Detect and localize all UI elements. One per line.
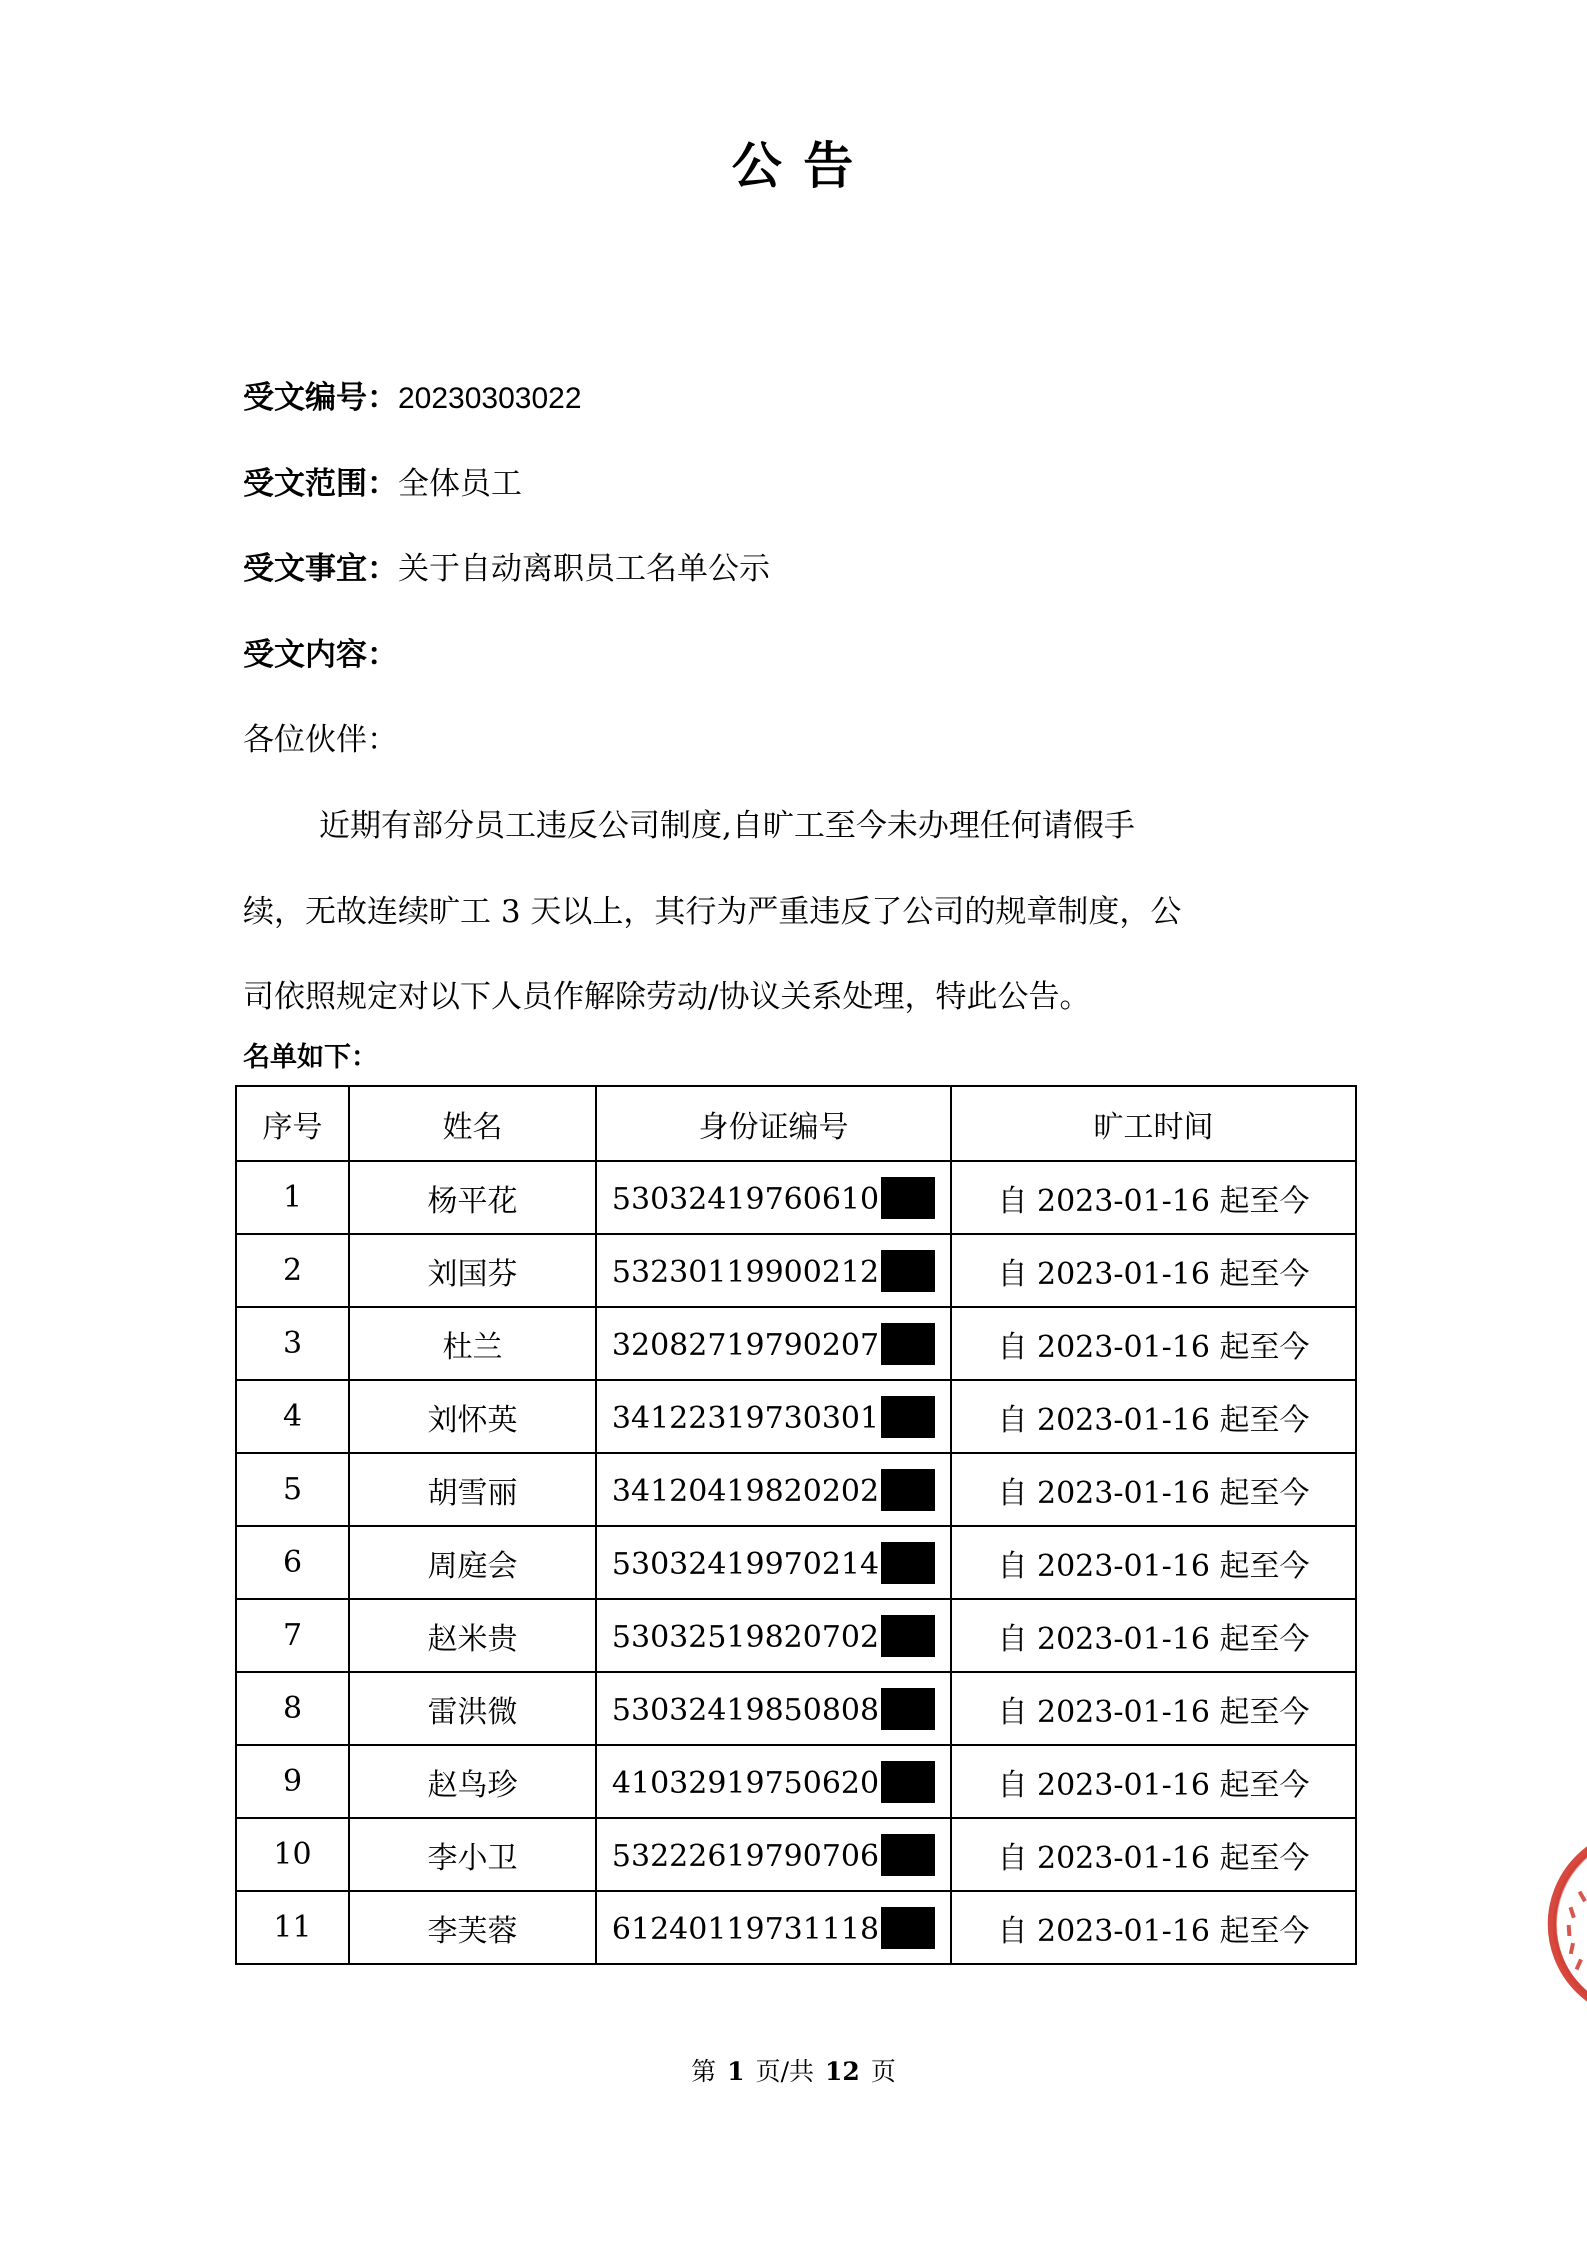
cell-absence-time: 自 2023-01-16 起至今 bbox=[951, 1599, 1356, 1672]
body-line-2: 续，无故连续旷工 3 天以上，其行为严重违反了公司的规章制度，公 bbox=[243, 894, 1182, 930]
meta-doc-number-label: 受文编号： bbox=[243, 380, 398, 416]
cell-id-number bbox=[596, 1234, 951, 1307]
cell-id-number bbox=[596, 1818, 951, 1891]
salutation: 各位伙伴： bbox=[243, 722, 398, 758]
meta-doc-number bbox=[243, 372, 582, 417]
table-row bbox=[236, 1234, 1356, 1307]
cell-index: 8 bbox=[236, 1672, 349, 1745]
cell-name: 赵鸟珍 bbox=[349, 1745, 596, 1818]
redaction-box bbox=[881, 1469, 935, 1511]
body-line-1: 近期有部分员工违反公司制度,自旷工至今未办理任何请假手 bbox=[319, 808, 1135, 844]
cell-name: 胡雪丽 bbox=[349, 1453, 596, 1526]
footer-word-3: 页 bbox=[870, 2057, 896, 2086]
redaction-box bbox=[881, 1615, 935, 1657]
cell-name: 李小卫 bbox=[349, 1818, 596, 1891]
header-id-number: 身份证编号 bbox=[596, 1086, 951, 1161]
meta-subject bbox=[243, 543, 770, 588]
list-label: 名单如下： bbox=[243, 1042, 378, 1073]
cell-name: 李芙蓉 bbox=[349, 1891, 596, 1964]
red-seal-icon bbox=[1540, 1825, 1587, 2035]
cell-absence-time: 自 2023-01-16 起至今 bbox=[951, 1307, 1356, 1380]
redaction-box bbox=[881, 1250, 935, 1292]
cell-absence-time: 自 2023-01-16 起至今 bbox=[951, 1745, 1356, 1818]
redaction-box bbox=[881, 1688, 935, 1730]
table-row bbox=[236, 1161, 1356, 1234]
cell-index: 11 bbox=[236, 1891, 349, 1964]
footer-word-1: 第 bbox=[691, 2057, 717, 2086]
table-row bbox=[236, 1453, 1356, 1526]
cell-name: 杨平花 bbox=[349, 1161, 596, 1234]
table-row bbox=[236, 1891, 1356, 1964]
meta-content bbox=[243, 629, 398, 674]
redaction-box bbox=[881, 1834, 935, 1876]
footer-word-2: 页/共 bbox=[755, 2057, 815, 2086]
cell-index: 5 bbox=[236, 1453, 349, 1526]
meta-scope-value: 全体员工 bbox=[398, 466, 522, 502]
table-row bbox=[236, 1526, 1356, 1599]
id-number-text: 34122319730301 bbox=[611, 1400, 880, 1436]
id-number-text: 34120419820202 bbox=[611, 1473, 880, 1509]
cell-index: 7 bbox=[236, 1599, 349, 1672]
id-number-text: 53032519820702 bbox=[611, 1619, 880, 1655]
body-line-3: 司依照规定对以下人员作解除劳动/协议关系处理，特此公告。 bbox=[243, 979, 1091, 1015]
cell-absence-time: 自 2023-01-16 起至今 bbox=[951, 1672, 1356, 1745]
redaction-box bbox=[881, 1177, 935, 1219]
id-number-text: 53032419850808 bbox=[611, 1692, 880, 1728]
cell-index: 6 bbox=[236, 1526, 349, 1599]
cell-absence-time: 自 2023-01-16 起至今 bbox=[951, 1161, 1356, 1234]
cell-id-number bbox=[596, 1599, 951, 1672]
meta-subject-label: 受文事宜： bbox=[243, 551, 398, 587]
id-number-text: 53032419760610 bbox=[611, 1181, 880, 1217]
header-name: 姓名 bbox=[349, 1086, 596, 1161]
redaction-box bbox=[881, 1542, 935, 1584]
cell-index: 3 bbox=[236, 1307, 349, 1380]
table-row bbox=[236, 1745, 1356, 1818]
footer-current-page: 1 bbox=[727, 2057, 745, 2086]
cell-name: 周庭会 bbox=[349, 1526, 596, 1599]
header-index: 序号 bbox=[236, 1086, 349, 1161]
cell-index: 10 bbox=[236, 1818, 349, 1891]
redaction-box bbox=[881, 1907, 935, 1949]
cell-id-number bbox=[596, 1307, 951, 1380]
meta-content-label: 受文内容： bbox=[243, 637, 398, 673]
cell-id-number bbox=[596, 1161, 951, 1234]
cell-id-number bbox=[596, 1891, 951, 1964]
cell-index: 4 bbox=[236, 1380, 349, 1453]
cell-name: 赵米贵 bbox=[349, 1599, 596, 1672]
cell-id-number bbox=[596, 1672, 951, 1745]
redaction-box bbox=[881, 1761, 935, 1803]
cell-id-number bbox=[596, 1380, 951, 1453]
id-number-text: 53222619790706 bbox=[611, 1838, 880, 1874]
table-row bbox=[236, 1307, 1356, 1380]
table-row bbox=[236, 1599, 1356, 1672]
meta-scope-label: 受文范围： bbox=[243, 466, 398, 502]
cell-id-number bbox=[596, 1745, 951, 1818]
employee-table bbox=[235, 1085, 1357, 1965]
cell-absence-time: 自 2023-01-16 起至今 bbox=[951, 1234, 1356, 1307]
cell-index: 9 bbox=[236, 1745, 349, 1818]
meta-subject-value: 关于自动离职员工名单公示 bbox=[398, 551, 770, 587]
cell-name: 杜兰 bbox=[349, 1307, 596, 1380]
page-footer bbox=[0, 2052, 1587, 2088]
table-header-row bbox=[236, 1086, 1356, 1161]
cell-name: 雷洪微 bbox=[349, 1672, 596, 1745]
footer-total-pages: 12 bbox=[825, 2057, 860, 2086]
cell-absence-time: 自 2023-01-16 起至今 bbox=[951, 1891, 1356, 1964]
id-number-text: 53032419970214 bbox=[611, 1546, 880, 1582]
header-absence-time: 旷工时间 bbox=[951, 1086, 1356, 1161]
table-row bbox=[236, 1672, 1356, 1745]
page-title: 公 告 bbox=[731, 136, 856, 195]
table-row bbox=[236, 1380, 1356, 1453]
id-number-text: 61240119731118 bbox=[611, 1911, 880, 1947]
cell-absence-time: 自 2023-01-16 起至今 bbox=[951, 1818, 1356, 1891]
cell-absence-time: 自 2023-01-16 起至今 bbox=[951, 1453, 1356, 1526]
cell-index: 2 bbox=[236, 1234, 349, 1307]
cell-id-number bbox=[596, 1526, 951, 1599]
redaction-box bbox=[881, 1396, 935, 1438]
cell-absence-time: 自 2023-01-16 起至今 bbox=[951, 1380, 1356, 1453]
cell-absence-time: 自 2023-01-16 起至今 bbox=[951, 1526, 1356, 1599]
cell-id-number bbox=[596, 1453, 951, 1526]
id-number-text: 53230119900212 bbox=[611, 1254, 880, 1290]
cell-index: 1 bbox=[236, 1161, 349, 1234]
id-number-text: 32082719790207 bbox=[611, 1327, 880, 1363]
table-row bbox=[236, 1818, 1356, 1891]
redaction-box bbox=[881, 1323, 935, 1365]
meta-scope bbox=[243, 458, 522, 503]
meta-doc-number-value: 20230303022 bbox=[398, 382, 582, 415]
employee-table-body bbox=[236, 1161, 1356, 1964]
cell-name: 刘国芬 bbox=[349, 1234, 596, 1307]
id-number-text: 41032919750620 bbox=[611, 1765, 880, 1801]
cell-name: 刘怀英 bbox=[349, 1380, 596, 1453]
